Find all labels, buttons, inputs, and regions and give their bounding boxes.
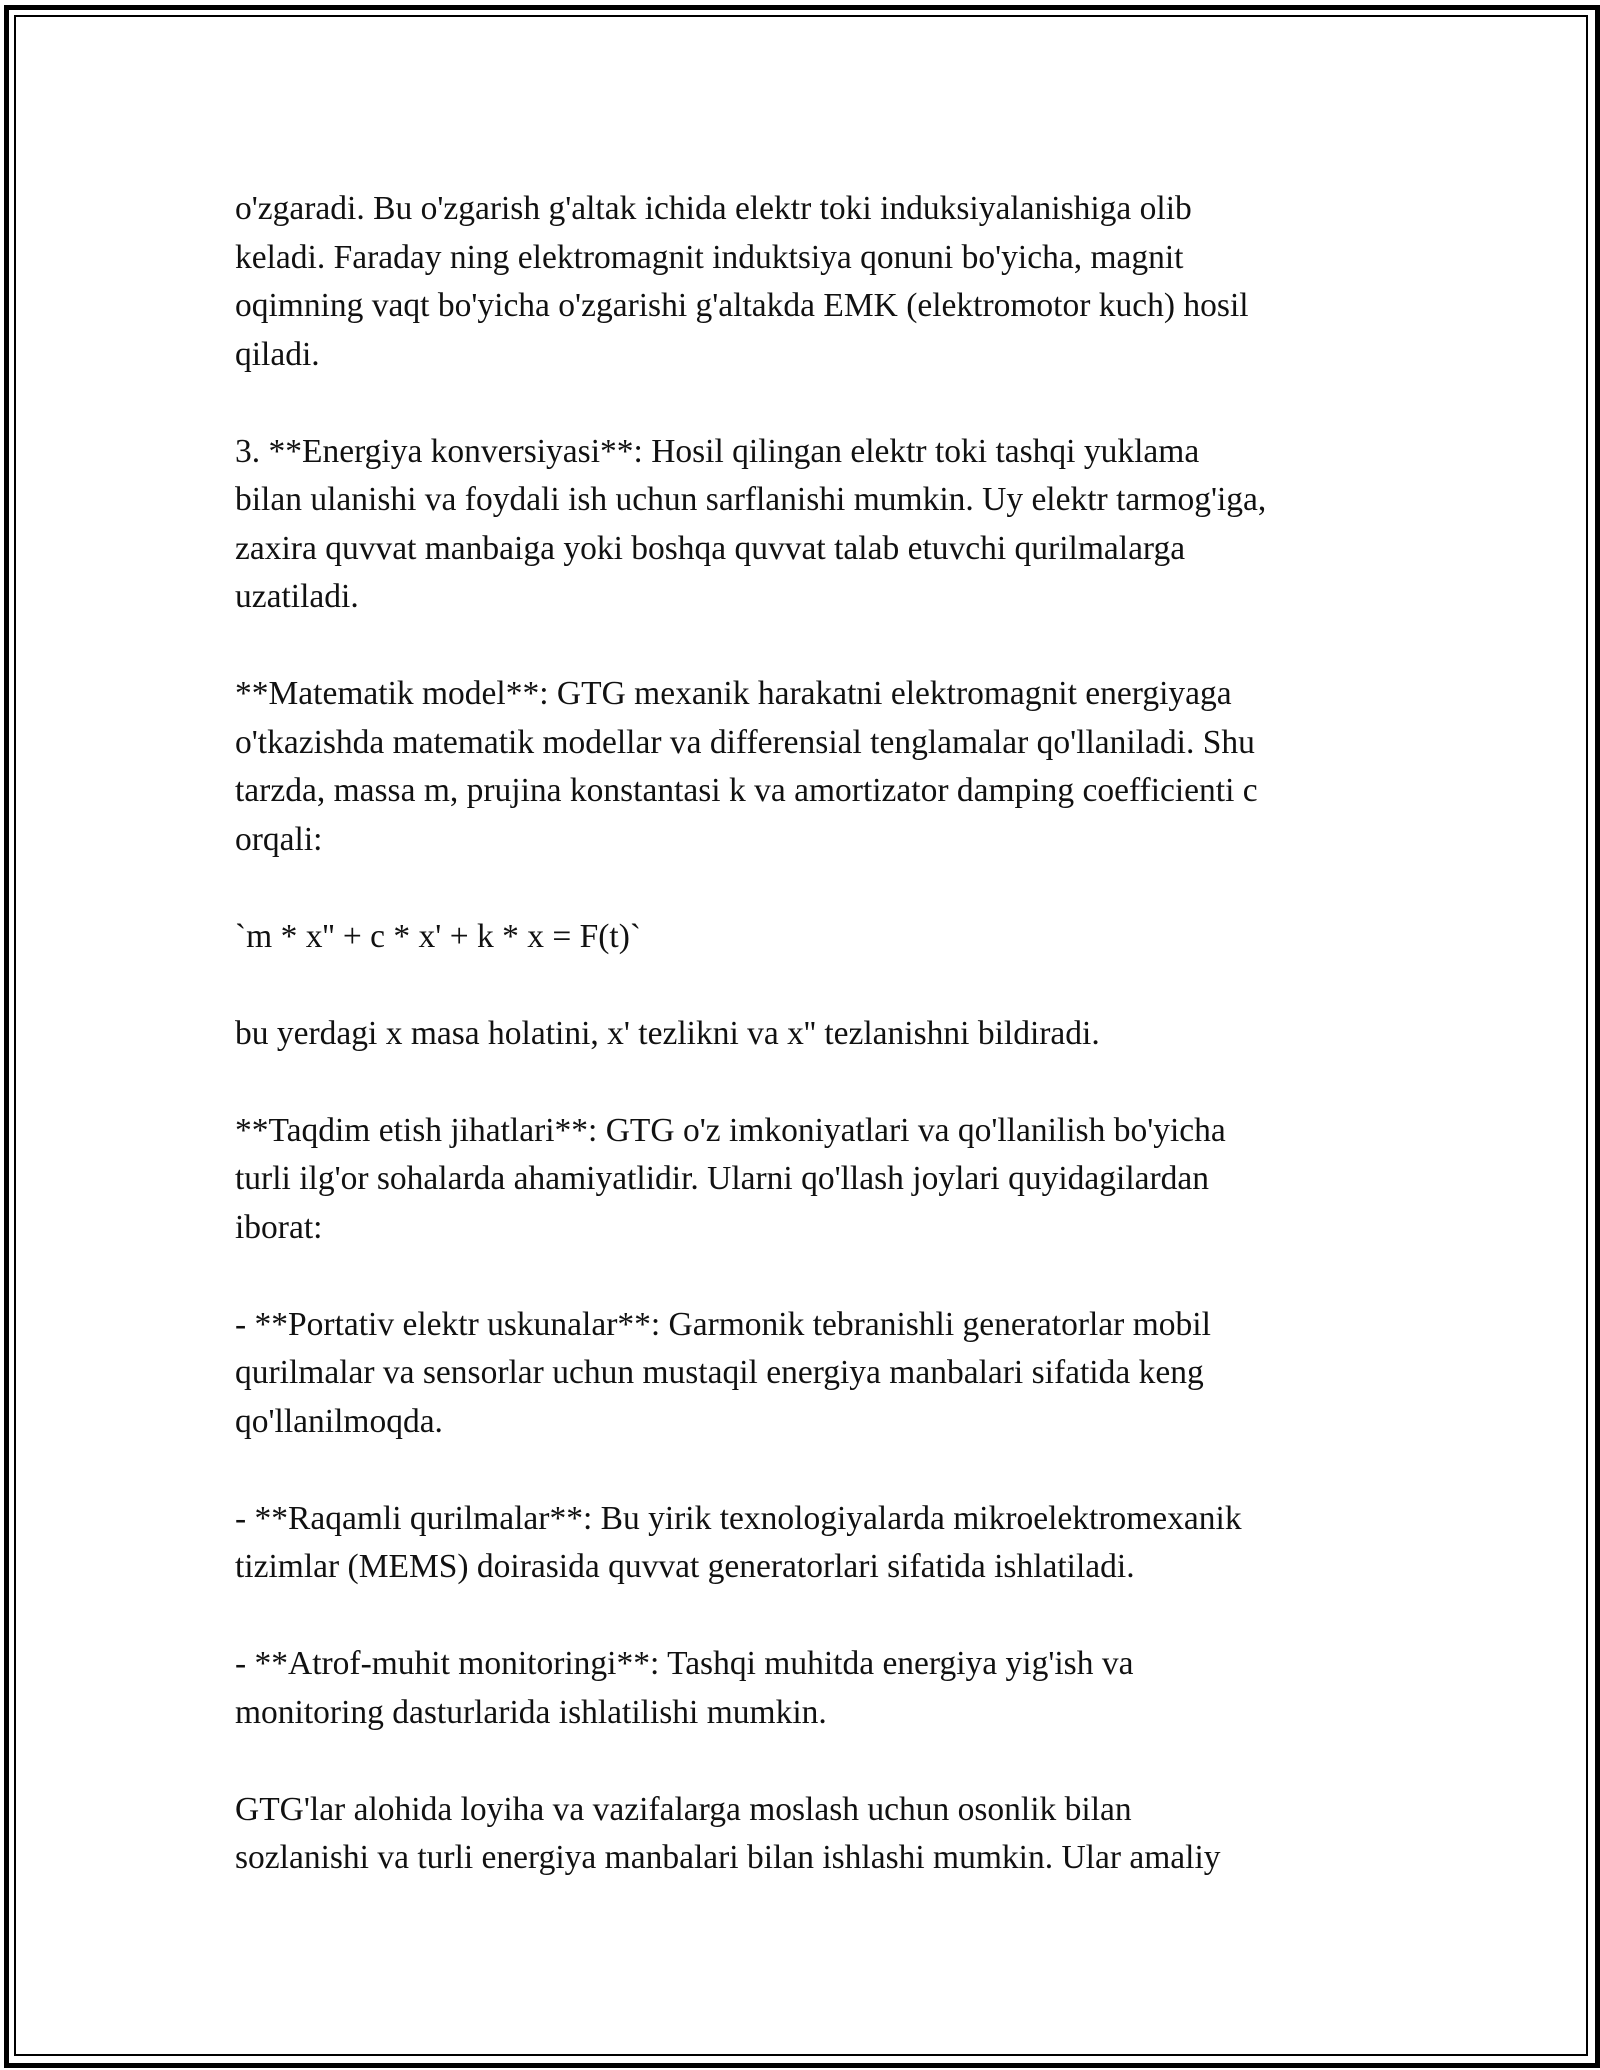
text-line: uzatiladi.	[235, 578, 359, 615]
paragraph-math-model	[235, 670, 1375, 864]
paragraph-equation-explanation	[235, 1010, 1375, 1059]
text-line: bilan ulanishi va foydali ish uchun sarflanishi mumkin. Uy elektr tarmog'iga,	[235, 481, 1267, 518]
paragraph-emf-induction	[235, 185, 1375, 379]
text-line: monitoring dasturlarida ishlatilishi mumkin.	[235, 1693, 827, 1731]
text-line: **Taqdim etish jihatlari**: GTG o'z imkoniyatlari va qo'llanilish bo'yicha	[235, 1111, 1226, 1149]
text-line: qiladi.	[235, 335, 320, 373]
text-line: turli ilg'or sohalarda ahamiyatlidir. Ularni qo'llash joylari quyidagilardan	[235, 1160, 1210, 1197]
text-line: - **Atrof-muhit monitoringi**: Tashqi muhitda energiya yig'ish va	[235, 1645, 1134, 1682]
list-item-digital-devices	[235, 1495, 1375, 1592]
paragraph-applications-intro	[235, 1107, 1375, 1253]
paragraph-energy-conversion	[235, 428, 1375, 622]
equation-line: `m * x'' + c * x' + k * x = F(t)`	[235, 917, 642, 955]
text-line: 3. **Energiya konversiyasi**: Hosil qilingan elektr toki tashqi yuklama	[235, 432, 1200, 470]
text-line: - **Portativ elektr uskunalar**: Garmonik tebranishli generatorlar mobil	[235, 1305, 1211, 1343]
list-item-portable-devices	[235, 1301, 1375, 1447]
text-line: orqali:	[235, 820, 323, 858]
text-line: bu yerdagi x masa holatini, x' tezlikni va x'' tezlanishni bildiradi.	[235, 1014, 1100, 1052]
text-line: qo'llanilmoqda.	[235, 1402, 443, 1440]
text-line: tarzda, massa m, prujina konstantasi k va amortizator damping coefficienti c	[235, 772, 1258, 809]
text-line: oqimning vaqt bo'yicha o'zgarishi g'altakda EMK (elektromotor kuch) hosil	[235, 287, 1249, 324]
text-line: tizimlar (MEMS) doirasida quvvat generatorlari sifatida ishlatiladi.	[235, 1548, 1135, 1585]
text-line: o'tkazishda matematik modellar va differensial tenglamalar qo'llaniladi. Shu	[235, 723, 1255, 761]
text-line: GTG'lar alohida loyiha va vazifalarga moslash uchun osonlik bilan	[235, 1790, 1132, 1828]
text-line: - **Raqamli qurilmalar**: Bu yirik texnologiyalarda mikroelektromexanik	[235, 1499, 1242, 1537]
text-line: keladi. Faraday ning elektromagnit induktsiya qonuni bo'yicha, magnit	[235, 238, 1184, 276]
text-line: zaxira quvvat manbaiga yoki boshqa quvvat talab etuvchi qurilmalarga	[235, 529, 1186, 567]
list-item-environment-monitoring	[235, 1640, 1375, 1737]
paragraph-conclusion	[235, 1786, 1375, 1883]
text-line: **Matematik model**: GTG mexanik harakatni elektromagnit energiyaga	[235, 675, 1232, 712]
text-line: iborat:	[235, 1208, 323, 1246]
document-body	[235, 185, 1375, 1883]
text-line: sozlanishi va turli energiya manbalari bilan ishlashi mumkin. Ular amaliy	[235, 1839, 1221, 1876]
text-line: qurilmalar va sensorlar uchun mustaqil energiya manbalari sifatida keng	[235, 1354, 1204, 1391]
paragraph-equation	[235, 913, 1375, 962]
text-line: o'zgaradi. Bu o'zgarish g'altak ichida elektr toki induksiyalanishiga olib	[235, 190, 1192, 227]
